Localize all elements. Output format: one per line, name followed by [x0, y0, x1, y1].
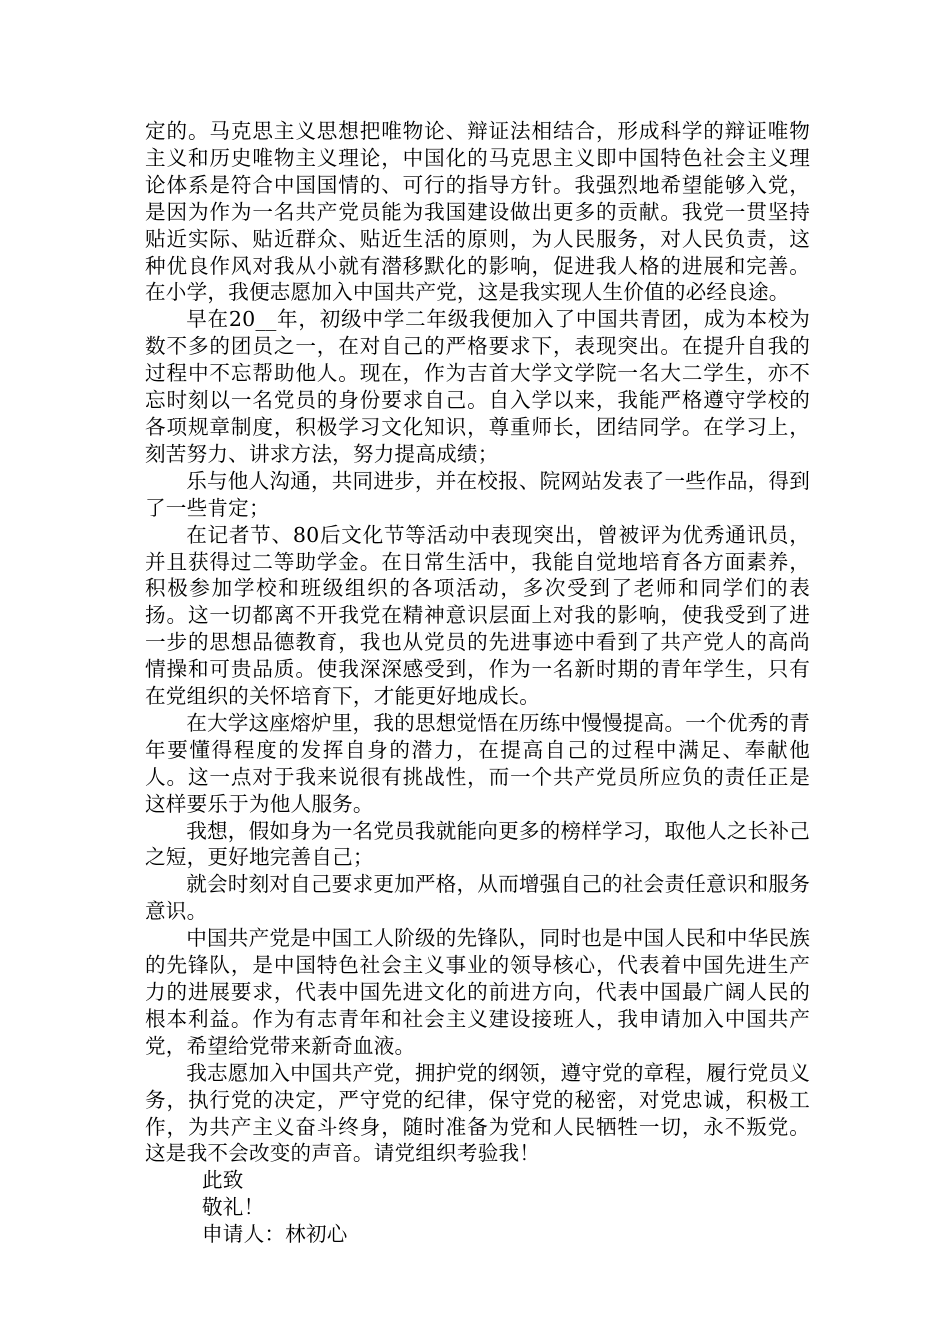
document-page	[145, 118, 810, 1248]
closing-salutation: 此致	[202, 1168, 244, 1193]
paragraph-7: 就会时刻对自己要求更加严格，从而增强自己的社会责任意识和服务意识。	[145, 872, 810, 924]
paragraph-4: 在记者节、80后文化节等活动中表现突出，曾被评为优秀通讯员，并且获得过二等助学金。在日常生活中，我能自觉地培育各方面素养，积极参加学校和班级组织的各项活动，多次受到了老师和同学们的表扬。这一切都离不开我党在精神意识层面上对我的影响，使我受到了进一步的思想品德教育，我也从党员的先进事迹中看到了共产党人的高尚情操和可贵品质。使我深深感受到，作为一名新时期的青年学生，只有在党组织的关怀培育下，才能更好地成长。	[145, 522, 810, 709]
paragraph-2: 早在20__年，初级中学二年级我便加入了中国共青团，成为本校为数不多的团员之一，在对自己的严格要求下，表现突出。在提升自我的过程中不忘帮助他人。现在，作为吉首大学文学院一名大二学生，亦不忘时刻以一名党员的身份要求自己。自入学以来，我能严格遵守学校的各项规章制度，积极学习文化知识，尊重师长，团结同学。在学习上，刻苦努力、讲求方法，努力提高成绩；	[145, 307, 810, 466]
paragraph-3: 乐与他人沟通，共同进步，并在校报、院网站发表了一些作品，得到了一些肯定；	[145, 468, 810, 520]
closing-regards: 敬礼！	[202, 1195, 265, 1220]
applicant-signature: 申请人：林初心	[202, 1222, 348, 1247]
paragraph-8: 中国共产党是中国工人阶级的先锋队，同时也是中国人民和中华民族的先锋队，是中国特色社会主义事业的领导核心，代表着中国先进生产力的进展要求，代表中国先进文化的前进方向，代表中国最广阔人民的根本利益。作为有志青年和社会主义建设接班人，我申请加入中国共产党，希望给党带来新奇血液。	[145, 926, 810, 1058]
paragraph-9: 我志愿加入中国共产党，拥护党的纲领，遵守党的章程，履行党员义务，执行党的决定，严守党的纪律，保守党的秘密，对党忠诚，积极工作，为共产主义奋斗终身，随时准备为党和人民牺牲一切，永不叛党。这是我不会改变的声音。请党组织考验我！	[145, 1060, 810, 1166]
paragraph-6: 我想，假如身为一名党员我就能向更多的榜样学习，取他人之长补己之短，更好地完善自己；	[145, 818, 810, 870]
paragraph-1: 定的。马克思主义思想把唯物论、辩证法相结合，形成科学的辩证唯物主义和历史唯物主义理论，中国化的马克思主义即中国特色社会主义理论体系是符合中国国情的、可行的指导方针。我强烈地希望能够入党，是因为作为一名共产党员能为我国建设做出更多的贡献。我党一贯坚持贴近实际、贴近群众、贴近生活的原则，为人民服务，对人民负责，这种优良作风对我从小就有潜移默化的影响，促进我人格的进展和完善。在小学，我便志愿加入中国共产党，这是我实现人生价值的必经良途。	[145, 119, 810, 305]
paragraph-5: 在大学这座熔炉里，我的思想觉悟在历练中慢慢提高。一个优秀的青年要懂得程度的发挥自身的潜力，在提高自己的过程中满足、奉献他人。这一点对于我来说很有挑战性，而一个共产党员所应负的责任正是这样要乐于为他人服务。	[145, 710, 810, 816]
